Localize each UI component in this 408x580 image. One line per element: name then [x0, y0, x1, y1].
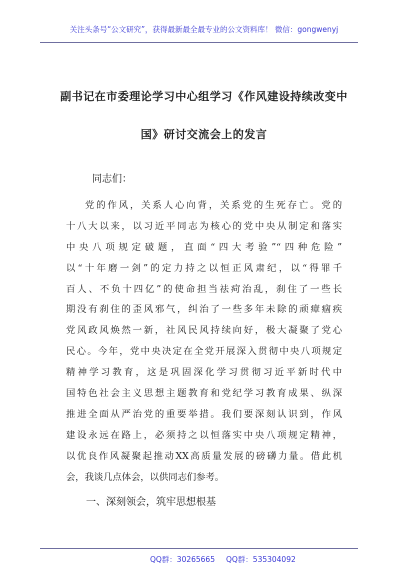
section-heading: 一、深刻领会，筑牢思想根基 [86, 497, 216, 508]
body-line: 期没有刹住的歪风邪气，纠治了一些多年未除的顽瘴痼疾 [66, 304, 342, 316]
body-line: 党的作风，关系人心向背，关系党的生死存亡。党的 [85, 200, 342, 211]
body-line: 推进全面从严治党的重要举措。我们要深刻认识到，作风 [66, 408, 342, 420]
body-paragraph [66, 196, 342, 488]
body-line: 国特色社会主义思想主题教育和党纪学习教育成果、纵深 [66, 388, 342, 400]
body-line: 党风政风焕然一新，社风民风持续向好，极大凝聚了党心 [66, 325, 342, 337]
header-divider [40, 42, 358, 43]
footer-divider [40, 548, 358, 549]
greeting: 同志们： [92, 174, 132, 185]
body-line: 十八大以来，以习近平同志为核心的党中央从制定和落实 [66, 220, 342, 232]
footer-qq-group-2: QQ群：535304092 [226, 555, 296, 564]
body-line: 会，我谈几点体会，以供同志们参考。 [66, 471, 225, 483]
body-line: 百人、不负十四亿”的使命担当祛疴治乱，刹住了一些长 [66, 283, 342, 295]
body-line: 中央八项规定破题，直面“四大考验”“四种危险” [66, 241, 342, 253]
document-title-line-2: 国》研讨交流会上的发言 [140, 128, 268, 141]
body-line: 以“十年磨一剑”的定力持之以恒正风肃纪，以“得罪千 [66, 262, 342, 274]
body-line: 以优良作风凝聚起推动XX高质量发展的磅礴力量。借此机 [66, 450, 342, 462]
body-line: 民心。今年，党中央决定在全党开展深入贯彻中央八项规定 [66, 346, 342, 358]
header-banner: 关注头条号“公文研究”，获得最新最全最专业的公文资料库！ 微信：gongwenyj [69, 25, 339, 34]
footer-qq-group-1: QQ群：30265665 [150, 555, 215, 564]
body-line: 建设永远在路上，必须持之以恒落实中央八项规定精神， [66, 429, 342, 441]
body-line: 精神学习教育，这是巩固深化学习贯彻习近平新时代中 [66, 367, 342, 379]
document-title-line-1: 副书记在市委理论学习中心组学习《作风建设持续改变中 [60, 90, 348, 103]
